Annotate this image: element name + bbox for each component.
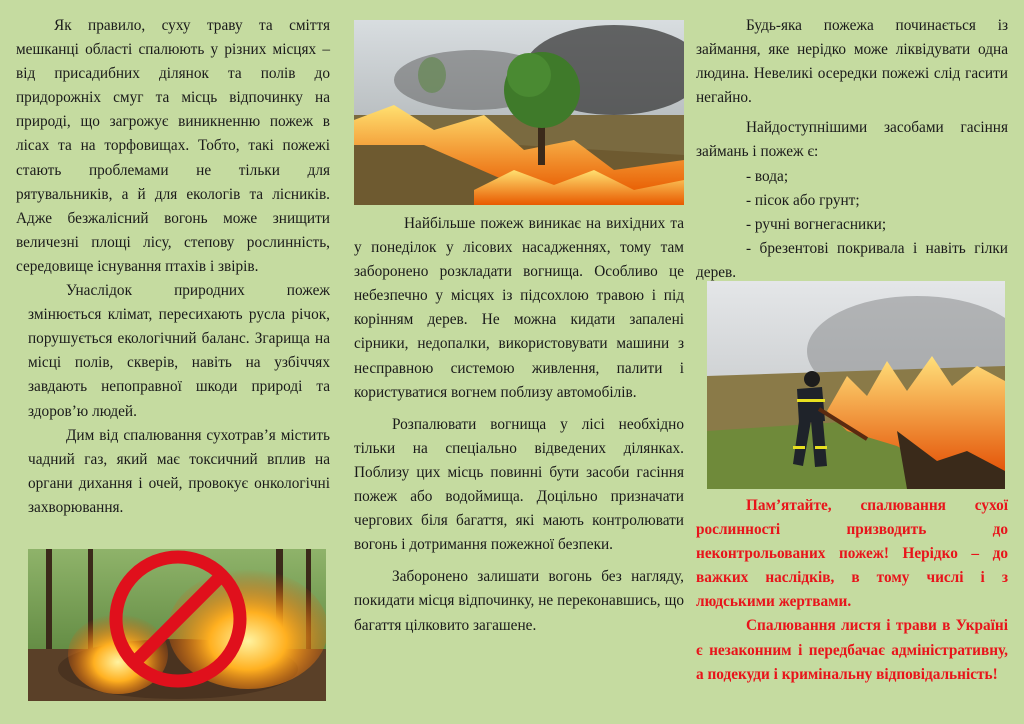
warning-uncontrolled-fires: Пам’ятайте, спалювання сухої рослинності призводить до неконтрольованих пожеж! Нерідко – до важких наслідків, в тому числі і з людськими жертвами. bbox=[696, 497, 1008, 611]
prohibited-burning-photo bbox=[28, 549, 326, 701]
warning-illegal-burning: Спалювання листя і трави в Україні є незаконним і передбачає адміністративну, а подекуди і кримінальну відповідальність! bbox=[696, 617, 1008, 683]
column-3 bbox=[696, 14, 1008, 285]
paragraph-prohibition: Заборонено залишати вогонь без нагляду, покидати місця відпочинку, не переконавшись, що багаття цілковито загашене. bbox=[354, 568, 684, 634]
paragraph-consequences: Унаслідок природних пожеж змінюється клімат, пересихають русла річок, порушується екологічний баланс. Згарища на місці полів, скверів, навіть на узбіччях завдають непоправної шкоди природі та здоров’ю людей. bbox=[28, 282, 330, 420]
paragraph-means: Найдоступнішими засобами гасіння займань і пожеж є: bbox=[696, 119, 1008, 161]
list-item-tarpaulins: - брезентові покривала і навіть гілки дерев. bbox=[696, 239, 1008, 281]
list-item-extinguishers: - ручні вогнегасники; bbox=[746, 215, 887, 233]
paragraph-burning-practices: Як правило, суху траву та сміття мешканці області спалюють у різних місцях – від присадибних ділянок та полів до придорожніх смуг та місць відпочинку на природі, що загрожує виникненню пожеж в лісах та на торфовищах. Тобто, такі пожежі стають проблемами не тільки для рятувальників, а й для екологів та лісників. Адже безжалісний вогонь може знищити величезні площі лісу, степову рослинність, середовище існування птахів і звірів. bbox=[16, 17, 330, 275]
paragraph-forest-fires: Найбільше пожеж виникає на вихідних та у понеділок у лісових насадженнях, тому там заборонено розкладати вогнища. Особливо це небезпечно у місцях із підсохлою травою і під корінням дерев. Не можна кидати запалені сірники, недопалки, використовувати машини з несправною системою живлення, палити і користуватися вогнем поблизу автомобілів. bbox=[354, 215, 684, 401]
paragraph-ignition: Будь-яка пожежа починається із займання, яке нерідко може ліквідувати одна людина. Невеликі осередки пожежі слід гасити негайно. bbox=[696, 17, 1008, 107]
firefighter-photo bbox=[707, 281, 1005, 489]
list-item-water: - вода; bbox=[746, 167, 789, 185]
paragraph-campfire-rules: Розпалювати вогнища у лісі необхідно тільки на спеціально відведених ділянках. Поблизу цих місць повинні бути засоби гасіння пожеж або водоймища. Доцільно призначати чергових біля багаття, які мають контролювати вогонь і дотримання пожежної безпеки. bbox=[354, 415, 684, 554]
column-1 bbox=[16, 14, 330, 520]
list-item-sand: - пісок або грунт; bbox=[746, 191, 860, 209]
warning-block bbox=[696, 494, 1008, 687]
burning-field-photo bbox=[354, 20, 684, 205]
column-2 bbox=[354, 212, 684, 638]
paragraph-smoke: Дим від спалювання сухотрав’я містить чадний газ, який має токсичний вплив на органи дихання і очей, провокує онкологічні захворювання. bbox=[28, 426, 330, 516]
